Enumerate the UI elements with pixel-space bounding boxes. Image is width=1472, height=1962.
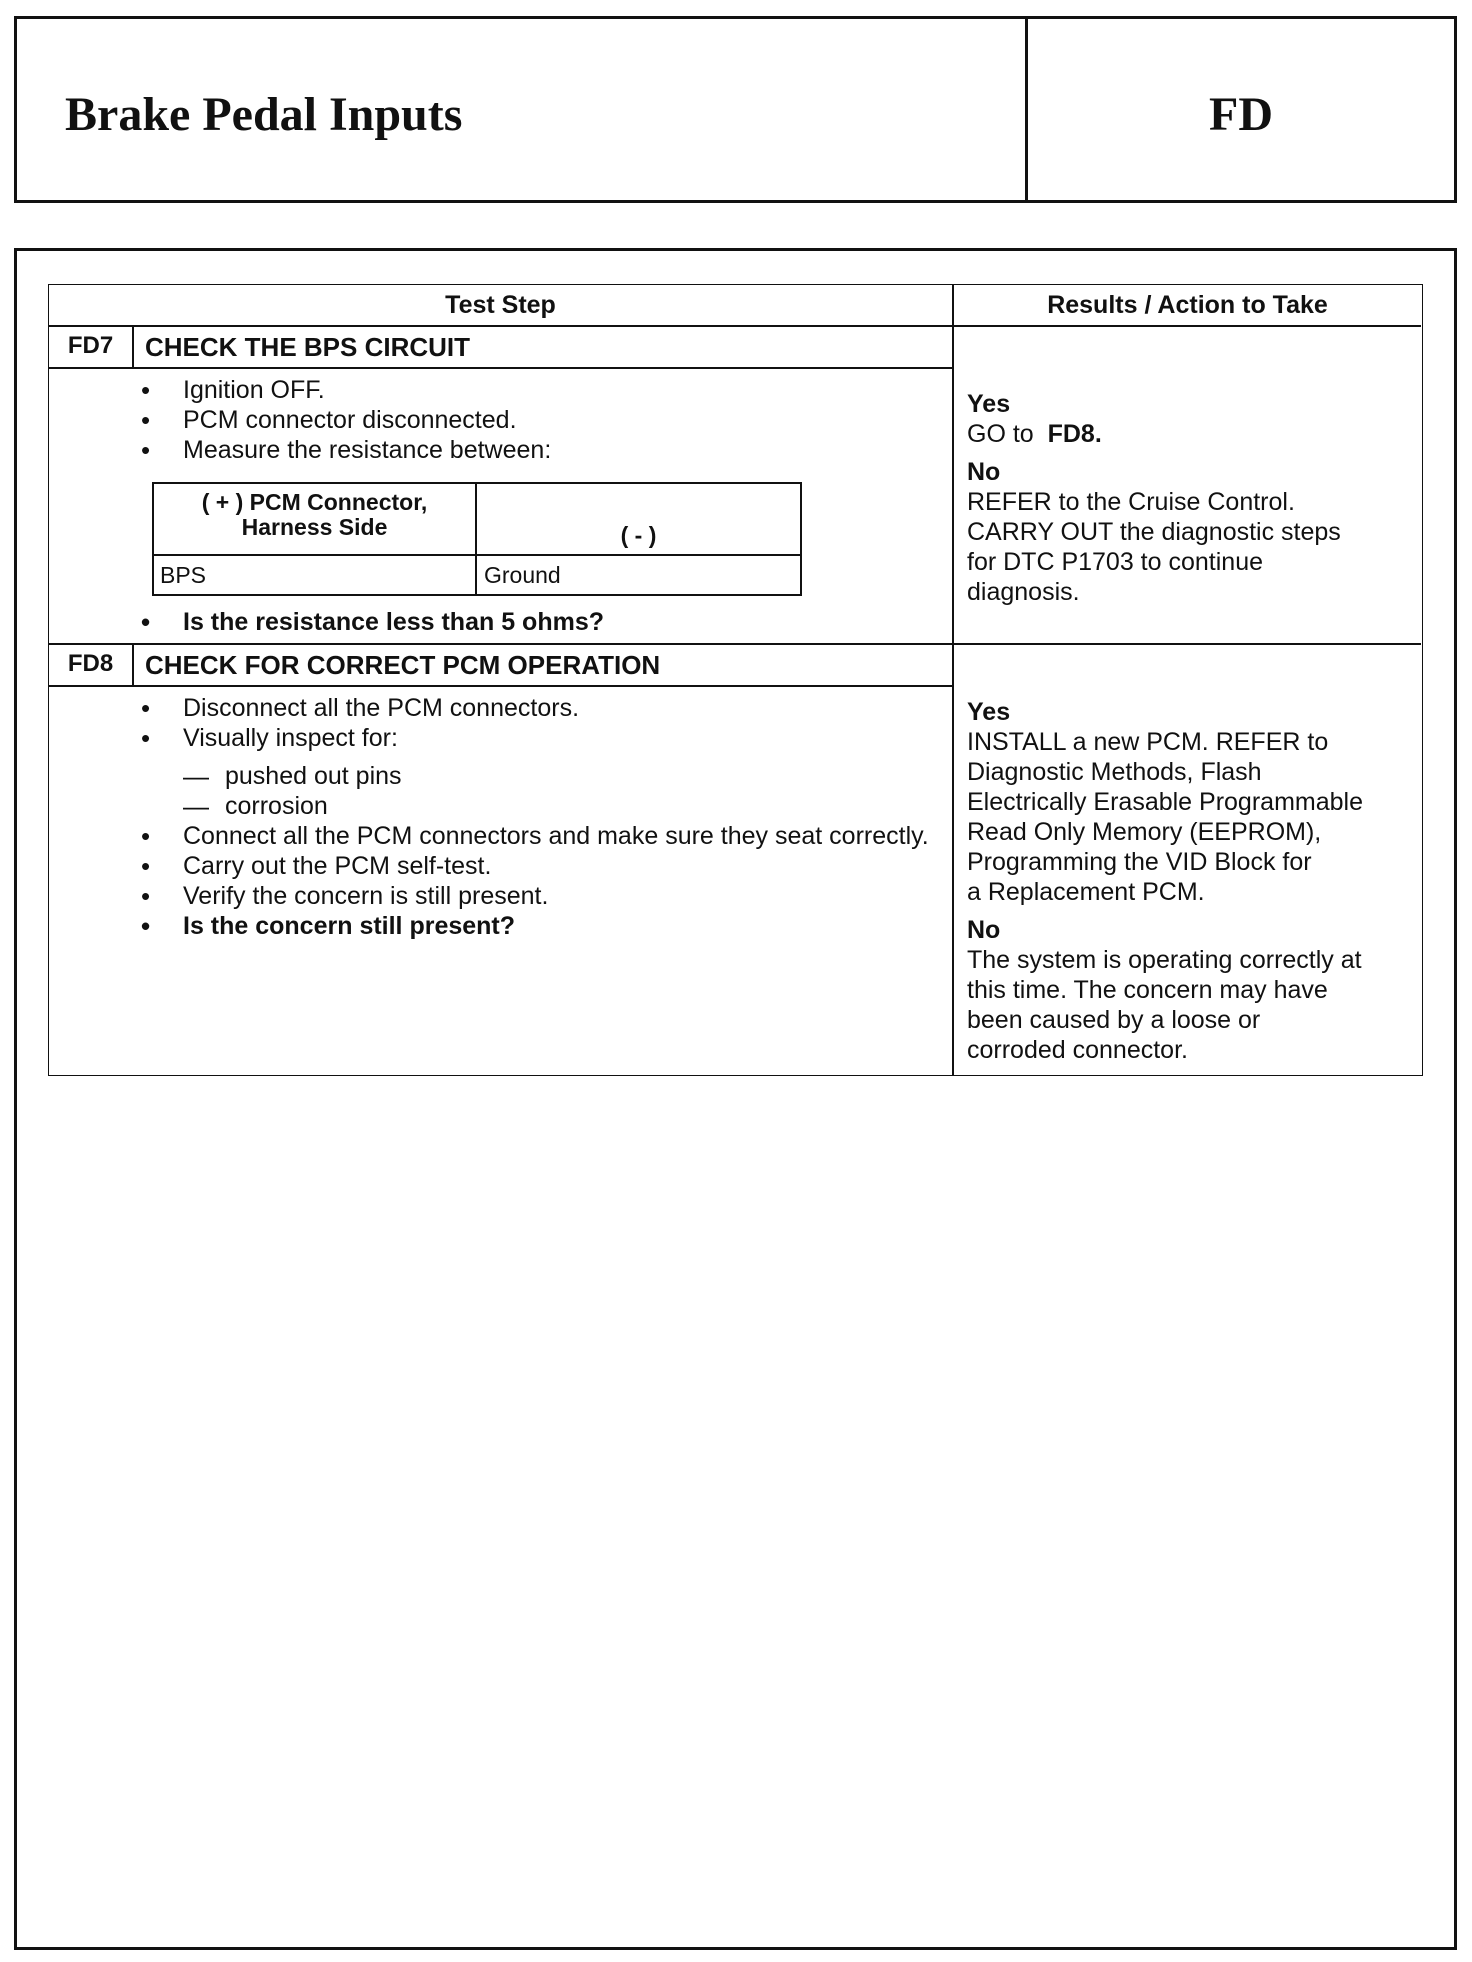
sub-list-item: — pushed out pins [183, 761, 939, 791]
no-action-line: corroded connector. [967, 1036, 1188, 1064]
section-code: FD [1209, 88, 1273, 141]
no-action-line: REFER to the Cruise Control. [967, 488, 1295, 516]
yes-label: Yes [967, 390, 1011, 418]
yes-action-line: Diagnostic Methods, Flash [967, 758, 1262, 786]
col-header-results: Results / Action to Take [1047, 291, 1328, 319]
fd8-results [967, 689, 1419, 1065]
resistance-table [152, 482, 802, 596]
no-label: No [967, 916, 1001, 944]
yes-action-line: Electrically Erasable Programmable [967, 788, 1363, 816]
test-step-table [48, 284, 1423, 1076]
resistance-col-header-positive: ( + ) PCM Connector, Harness Side [201, 489, 428, 540]
list-item: • Ignition OFF. [139, 375, 939, 405]
yes-label: Yes [967, 698, 1011, 726]
list-item: • Verify the concern is still present. [139, 881, 939, 911]
page-header [14, 16, 1457, 203]
step-separator [49, 643, 1421, 645]
fd8-instructions [139, 693, 939, 941]
no-action-line: CARRY OUT the diagnostic steps [967, 518, 1341, 546]
list-item [139, 723, 939, 821]
page-title: Brake Pedal Inputs [65, 88, 463, 141]
yes-action-line: a Replacement PCM. [967, 878, 1205, 906]
yes-action [967, 419, 1417, 449]
column-divider [952, 285, 954, 1075]
step-id: FD7 [67, 332, 114, 359]
fd8-id-divider [132, 643, 134, 685]
resistance-col-header-negative: ( - ) [620, 522, 657, 548]
col-header-test-step: Test Step [445, 291, 556, 319]
fd7-question [139, 607, 939, 637]
list-item: • Disconnect all the PCM connectors. [139, 693, 939, 723]
list-item: • Carry out the PCM self-test. [139, 851, 939, 881]
no-action-line: diagnosis. [967, 578, 1080, 606]
list-item: • Measure the resistance between: [139, 435, 939, 465]
list-item: • Is the resistance less than 5 ohms? [139, 607, 939, 637]
yes-action-line: INSTALL a new PCM. REFER to [967, 728, 1329, 756]
list-item: • Is the concern still present? [139, 911, 939, 941]
fd7-id-divider [132, 325, 134, 367]
no-action-line: been caused by a loose or [967, 1006, 1261, 1034]
resistance-cell-negative: Ground [484, 562, 561, 588]
list-item-text: Visually inspect for: [183, 724, 398, 752]
fd7-results [967, 381, 1417, 607]
fd8-title-rule [49, 685, 952, 687]
list-item: • PCM connector disconnected. [139, 405, 939, 435]
resistance-table-row-divider [154, 554, 800, 556]
step-id: FD8 [67, 650, 114, 677]
no-label: No [967, 458, 1001, 486]
header-rule [49, 325, 1421, 327]
sub-list-item: — corrosion [183, 791, 939, 821]
list-item: • Connect all the PCM connectors and make sure they seat correctly. [139, 821, 939, 851]
no-action-line: this time. The concern may have [967, 976, 1328, 1004]
fd7-title-rule [49, 367, 952, 369]
no-action-line: for DTC P1703 to continue [967, 548, 1263, 576]
yes-action-target: FD8. [1047, 420, 1102, 448]
yes-action-line: Read Only Memory (EEPROM), [967, 818, 1322, 846]
yes-action-text: GO to [967, 420, 1034, 448]
yes-action-line: Programming the VID Block for [967, 848, 1312, 876]
step-title: CHECK FOR CORRECT PCM OPERATION [145, 650, 661, 680]
resistance-cell-positive: BPS [160, 562, 207, 588]
step-title: CHECK THE BPS CIRCUIT [145, 332, 471, 362]
no-action-line: The system is operating correctly at [967, 946, 1362, 974]
fd7-instructions [139, 375, 939, 465]
